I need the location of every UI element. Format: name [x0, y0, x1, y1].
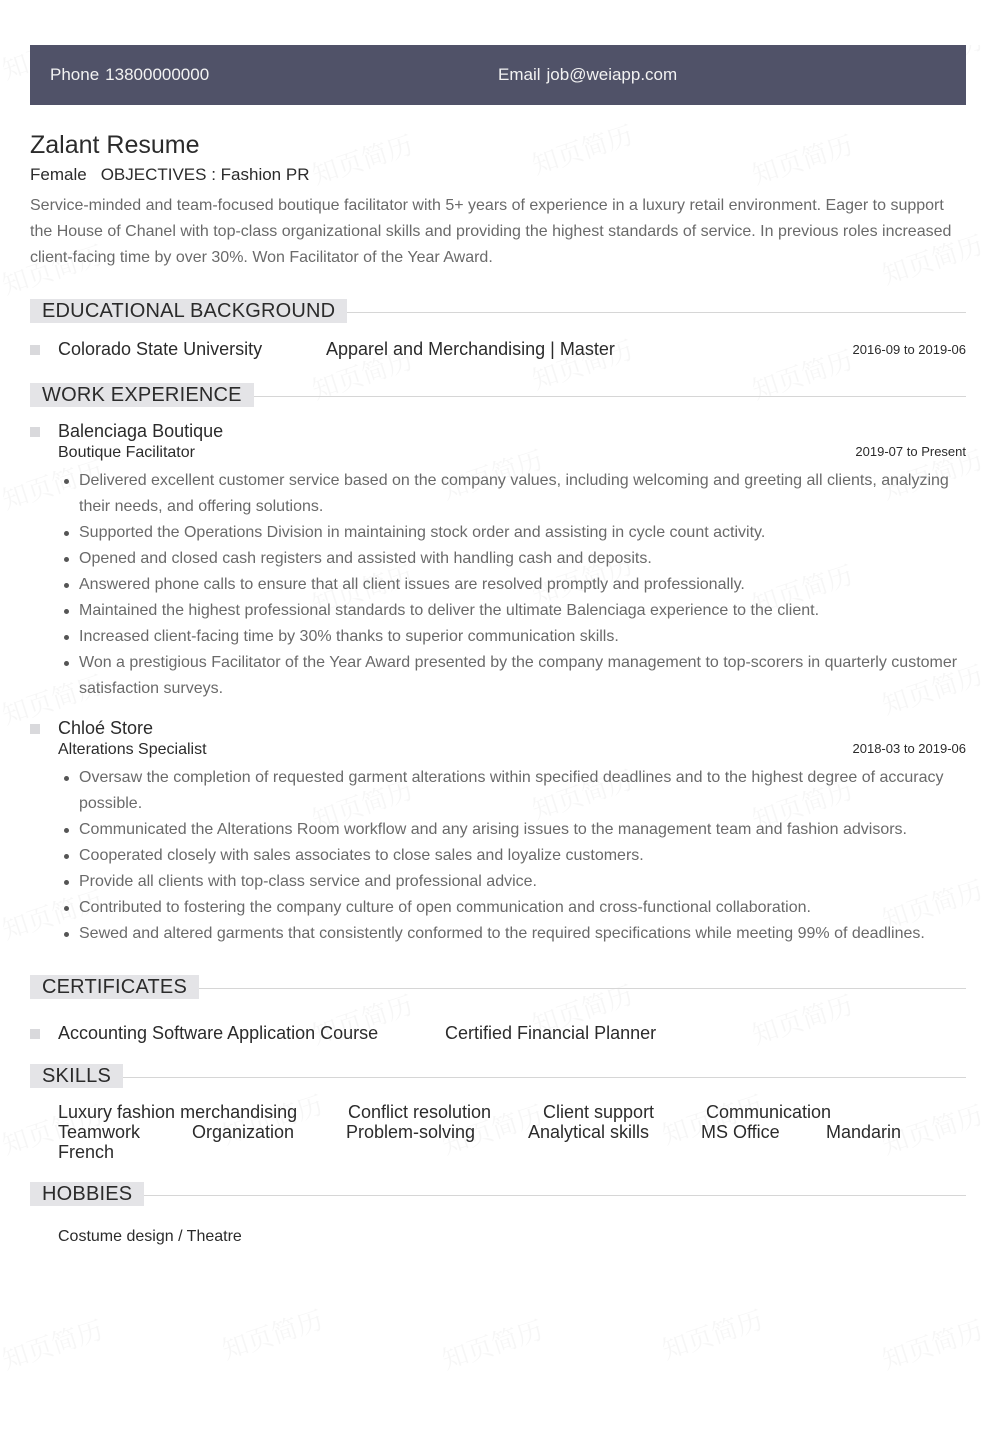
job-entry [30, 718, 966, 947]
job-company-row [30, 718, 966, 739]
job-date: 2019-07 to Present [855, 444, 966, 459]
watermark [657, 1300, 767, 1367]
job-role-row [30, 741, 966, 759]
section-title: WORK EXPERIENCE [30, 383, 254, 407]
divider [30, 1077, 966, 1078]
duty-item: Increased client-facing time by 30% thanks to superior communication skills. [79, 624, 966, 650]
square-bullet-icon [30, 1029, 40, 1039]
watermark [217, 1300, 327, 1367]
skill-item: Analytical skills [528, 1122, 650, 1142]
certificate-row [30, 1023, 966, 1044]
school-name: Colorado State University [58, 339, 263, 359]
duty-item: Won a prestigious Facilitator of the Year Award presented by the company management to top-scorers in quarterly customer satisfaction surveys. [79, 650, 966, 702]
section-title: HOBBIES [30, 1182, 144, 1206]
job-role: Boutique Facilitator [58, 444, 195, 461]
job-role: Alterations Specialist [58, 741, 207, 758]
phone-label: Phone [50, 65, 100, 84]
duty-item: Oversaw the completion of requested garment alterations within specified deadlines and to the highest degree of accuracy possible. [79, 765, 966, 817]
skill-item: Communication [706, 1102, 832, 1122]
email-value: job@weiapp.com [546, 65, 678, 84]
hobbies-text: Costume design / Theatre [58, 1228, 242, 1245]
education-section-header [30, 299, 966, 323]
phone-value: 13800000000 [105, 65, 210, 84]
section-title: CERTIFICATES [30, 975, 199, 999]
certificates-section-header [30, 975, 966, 999]
job-company-row [30, 421, 966, 442]
objective: OBJECTIVES : Fashion PR [100, 165, 310, 184]
certificate-item: Certified Financial Planner [445, 1023, 657, 1043]
skill-item: Conflict resolution [348, 1102, 492, 1122]
company-name: Balenciaga Boutique [58, 421, 224, 441]
contact-phone [50, 65, 498, 85]
square-bullet-icon [30, 724, 40, 734]
gender: Female [30, 165, 87, 184]
watermark [437, 1310, 547, 1377]
duty-list [30, 468, 966, 702]
duty-item: Communicated the Alterations Room workflow and any arising issues to the management team and fashion advisors. [79, 817, 966, 843]
duty-item: Contributed to fostering the company culture of open communication and cross-functional collaboration. [79, 895, 966, 921]
duty-item: Provide all clients with top-class service and professional advice. [79, 869, 966, 895]
duty-item: Sewed and altered garments that consistently conformed to the required specifications while meeting 99% of deadlines. [79, 921, 966, 947]
skill-item: Organization [192, 1122, 295, 1142]
duty-item: Cooperated closely with sales associates to close sales and loyalize customers. [79, 843, 966, 869]
square-bullet-icon [30, 345, 40, 355]
resume-page [0, 45, 1000, 1246]
skill-item: French [58, 1142, 115, 1162]
skills-list [30, 1102, 966, 1162]
watermark [877, 1310, 987, 1377]
skill-item: Client support [543, 1102, 655, 1122]
work-section-header [30, 383, 966, 407]
divider [30, 1195, 966, 1196]
square-bullet-icon [30, 427, 40, 437]
certificate-item: Accounting Software Application Course [58, 1023, 379, 1043]
skill-item: Problem-solving [346, 1122, 476, 1142]
skill-item: Mandarin [826, 1122, 902, 1142]
duty-list [30, 765, 966, 947]
major: Apparel and Merchandising | Master [326, 339, 615, 359]
skill-item: Teamwork [58, 1122, 141, 1142]
skill-item: Luxury fashion merchandising [58, 1102, 298, 1122]
contact-bar [30, 45, 966, 105]
skills-section-header [30, 1064, 966, 1088]
skill-item: MS Office [701, 1122, 780, 1142]
watermark [0, 1310, 107, 1377]
section-title: EDUCATIONAL BACKGROUND [30, 299, 347, 323]
duty-item: Delivered excellent customer service based on the company values, including welcoming and greeting all clients, analyzing their needs, and offering solutions. [79, 468, 966, 520]
email-label: Email [498, 65, 541, 84]
job-role-row [30, 444, 966, 462]
section-title: SKILLS [30, 1064, 123, 1088]
duty-item: Answered phone calls to ensure that all client issues are resolved promptly and professionally. [79, 572, 966, 598]
job-entry [30, 421, 966, 702]
duty-item: Opened and closed cash registers and assisted with handling cash and deposits. [79, 546, 966, 572]
resume-name: Zalant Resume [30, 131, 200, 159]
education-date: 2016-09 to 2019-06 [852, 342, 966, 357]
contact-email [498, 65, 677, 85]
education-entry [30, 339, 966, 360]
duty-item: Maintained the highest professional standards to deliver the ultimate Balenciaga experience to the client. [79, 598, 966, 624]
hobbies-section-header [30, 1182, 966, 1206]
duty-item: Supported the Operations Division in maintaining stock order and assisting in cycle count activity. [79, 520, 966, 546]
company-name: Chloé Store [58, 718, 154, 738]
job-date: 2018-03 to 2019-06 [852, 741, 966, 756]
profile-summary: Service-minded and team-focused boutique facilitator with 5+ years of experience in a luxury retail environment. Eager to support the House of Chanel with top-class organizational skills and providing the highest standards of service. In previous roles increased client-facing time by over 30%. Won Facilitator of the Year Award. [30, 197, 952, 266]
profile-meta [30, 165, 966, 185]
